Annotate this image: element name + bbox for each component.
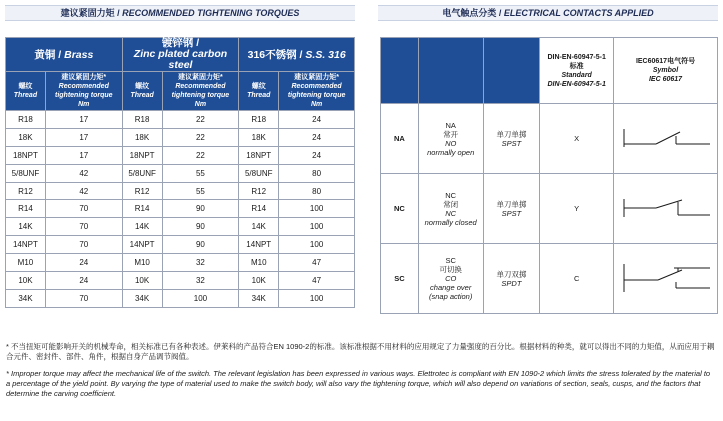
table-row [381, 244, 718, 314]
torque-value: 32 [162, 254, 239, 272]
table-row [6, 236, 355, 254]
normally-closed-symbol-icon [618, 193, 714, 223]
table-row [6, 128, 355, 146]
torque-value: 22 [162, 111, 239, 129]
thread-cell: 18K [6, 128, 46, 146]
standard-code: Y [540, 174, 614, 244]
torque-value: 70 [45, 218, 122, 236]
footnote-en: * Improper torque may affect the mechanical life of the switch. The relevant legislation has been expressed in various ways. Elettrotec is compliant with EN 1090-2 which limits the stress tolerated by the material to a percentage of the yield point. By varying the type of material used to make the switch body, will also vary the tightening torque, which will also depend on variations of section, seals, cusps, and the factors that determine the carving coefficient. [6, 369, 711, 398]
thread-cell: 14K [6, 218, 46, 236]
thread-cell: R12 [122, 182, 162, 200]
torque-value: 70 [45, 236, 122, 254]
thread-cell: 14NPT [239, 236, 279, 254]
contacts-header-blank [483, 38, 540, 104]
thread-cell: 18NPT [6, 146, 46, 164]
thread-cell: M10 [239, 254, 279, 272]
contact-description: NA 常开 NO normally open [418, 104, 483, 174]
torque-value: 17 [45, 146, 122, 164]
thread-cell: 10K [239, 272, 279, 290]
torque-value: 100 [279, 218, 355, 236]
contact-description: SC 可切换 CO change over (snap action) [418, 244, 483, 314]
thread-cell: 14NPT [122, 236, 162, 254]
contact-type: NA [381, 104, 419, 174]
standard-code: C [540, 244, 614, 314]
torque-value: 55 [162, 164, 239, 182]
torque-value: 90 [162, 218, 239, 236]
thread-cell: M10 [6, 254, 46, 272]
table-row [6, 146, 355, 164]
torque-value: 32 [162, 272, 239, 290]
thread-cell: 5/8UNF [6, 164, 46, 182]
thread-cell: 14NPT [6, 236, 46, 254]
right-section-header [378, 5, 718, 21]
table-row [6, 289, 355, 307]
table-row [6, 200, 355, 218]
torque-column-header: 建议紧固力矩* Recommended tightening torque Nm [279, 72, 355, 111]
torque-value: 55 [162, 182, 239, 200]
torque-value: 47 [279, 272, 355, 290]
table-row [381, 174, 718, 244]
thread-column-header: 螺纹 Thread [239, 72, 279, 111]
table-row [6, 111, 355, 129]
torque-value: 24 [279, 128, 355, 146]
material-zinc-steel: 镀锌钢 / Zinc plated carbon steel [122, 38, 239, 72]
thread-cell: 18K [122, 128, 162, 146]
thread-cell: 18NPT [122, 146, 162, 164]
thread-cell: R18 [122, 111, 162, 129]
table-row [6, 164, 355, 182]
torque-value: 80 [279, 164, 355, 182]
standard-code: X [540, 104, 614, 174]
thread-cell: 18NPT [239, 146, 279, 164]
thread-cell: R14 [6, 200, 46, 218]
torque-value: 24 [279, 111, 355, 129]
torque-table [5, 37, 355, 308]
thread-column-header: 螺纹 Thread [6, 72, 46, 111]
contact-description: NC 常闭 NC normally closed [418, 174, 483, 244]
thread-cell: R14 [122, 200, 162, 218]
torque-column-header: 建议紧固力矩* Recommended tightening torque Nm [45, 72, 122, 111]
contact-symbol [614, 104, 718, 174]
contacts-header-blank [418, 38, 483, 104]
thread-cell: 34K [239, 289, 279, 307]
thread-cell: R12 [239, 182, 279, 200]
thread-cell: R18 [239, 111, 279, 129]
switch-type: 单刀单掷 SPST [483, 174, 540, 244]
torque-value: 42 [45, 164, 122, 182]
thread-cell: 34K [122, 289, 162, 307]
thread-column-header: 螺纹 Thread [122, 72, 162, 111]
change-over-symbol-icon [618, 258, 714, 298]
torque-value: 90 [162, 236, 239, 254]
material-brass: 黄铜 / Brass [6, 38, 123, 72]
torque-value: 70 [45, 200, 122, 218]
thread-cell: 18K [239, 128, 279, 146]
thread-cell: M10 [122, 254, 162, 272]
thread-cell: 14K [239, 218, 279, 236]
contacts-header-blank [381, 38, 419, 104]
thread-cell: 34K [6, 289, 46, 307]
torque-value: 42 [45, 182, 122, 200]
torque-value: 24 [279, 146, 355, 164]
torque-value: 80 [279, 182, 355, 200]
normally-open-symbol-icon [618, 123, 714, 153]
contacts-table [380, 37, 718, 314]
left-header-en: RECOMMENDED TIGHTENING TORQUES [122, 8, 300, 18]
torque-value: 100 [279, 236, 355, 254]
switch-type: 单刀单掷 SPST [483, 104, 540, 174]
torque-value: 17 [45, 128, 122, 146]
torque-value: 100 [279, 289, 355, 307]
torque-value: 100 [279, 200, 355, 218]
contact-type: SC [381, 244, 419, 314]
left-header-zh: 建议紧固力矩 / [60, 8, 123, 18]
contact-symbol [614, 174, 718, 244]
switch-type: 单刀双掷 SPDT [483, 244, 540, 314]
torque-value: 70 [45, 289, 122, 307]
right-header-en: ELECTRICAL CONTACTS APPLIED [503, 8, 654, 18]
torque-value: 22 [162, 128, 239, 146]
torque-value: 24 [45, 254, 122, 272]
table-row [6, 254, 355, 272]
right-header-zh: 电气触点分类 / [442, 8, 504, 18]
footnote-zh: * 不当扭矩可能影响开关的机械寿命，相关标准已有各种表述。伊莱科的产品符合EN 1090-2的标准。该标准根据不用材料的应用规定了力量强度的百分比。根据材料的种类，就可以得出不同的力矩值，从而应用于耦合元件、密封件、部件、角件，根据自身产品调节阀值。 [6, 342, 715, 361]
torque-value: 90 [162, 200, 239, 218]
thread-cell: R14 [239, 200, 279, 218]
contact-symbol [614, 244, 718, 314]
table-row [6, 182, 355, 200]
thread-cell: 10K [122, 272, 162, 290]
torque-value: 17 [45, 111, 122, 129]
left-section-header [5, 5, 355, 21]
symbol-column-header: IEC60617电气符号 Symbol IEC 60617 [614, 38, 718, 104]
torque-value: 100 [162, 289, 239, 307]
thread-cell: 5/8UNF [239, 164, 279, 182]
table-row [6, 218, 355, 236]
thread-cell: 10K [6, 272, 46, 290]
thread-cell: 14K [122, 218, 162, 236]
contact-type: NC [381, 174, 419, 244]
torque-value: 47 [279, 254, 355, 272]
torque-column-header: 建议紧固力矩* Recommended tightening torque Nm [162, 72, 239, 111]
table-row [6, 272, 355, 290]
material-ss316: 316不锈钢 / S.S. 316 [239, 38, 355, 72]
standard-column-header: DIN-EN-60947-5-1 标准 Standard DIN-EN-60947-5-1 [540, 38, 614, 104]
thread-cell: 5/8UNF [122, 164, 162, 182]
thread-cell: R18 [6, 111, 46, 129]
torque-value: 24 [45, 272, 122, 290]
torque-value: 22 [162, 146, 239, 164]
thread-cell: R12 [6, 182, 46, 200]
table-row [381, 104, 718, 174]
